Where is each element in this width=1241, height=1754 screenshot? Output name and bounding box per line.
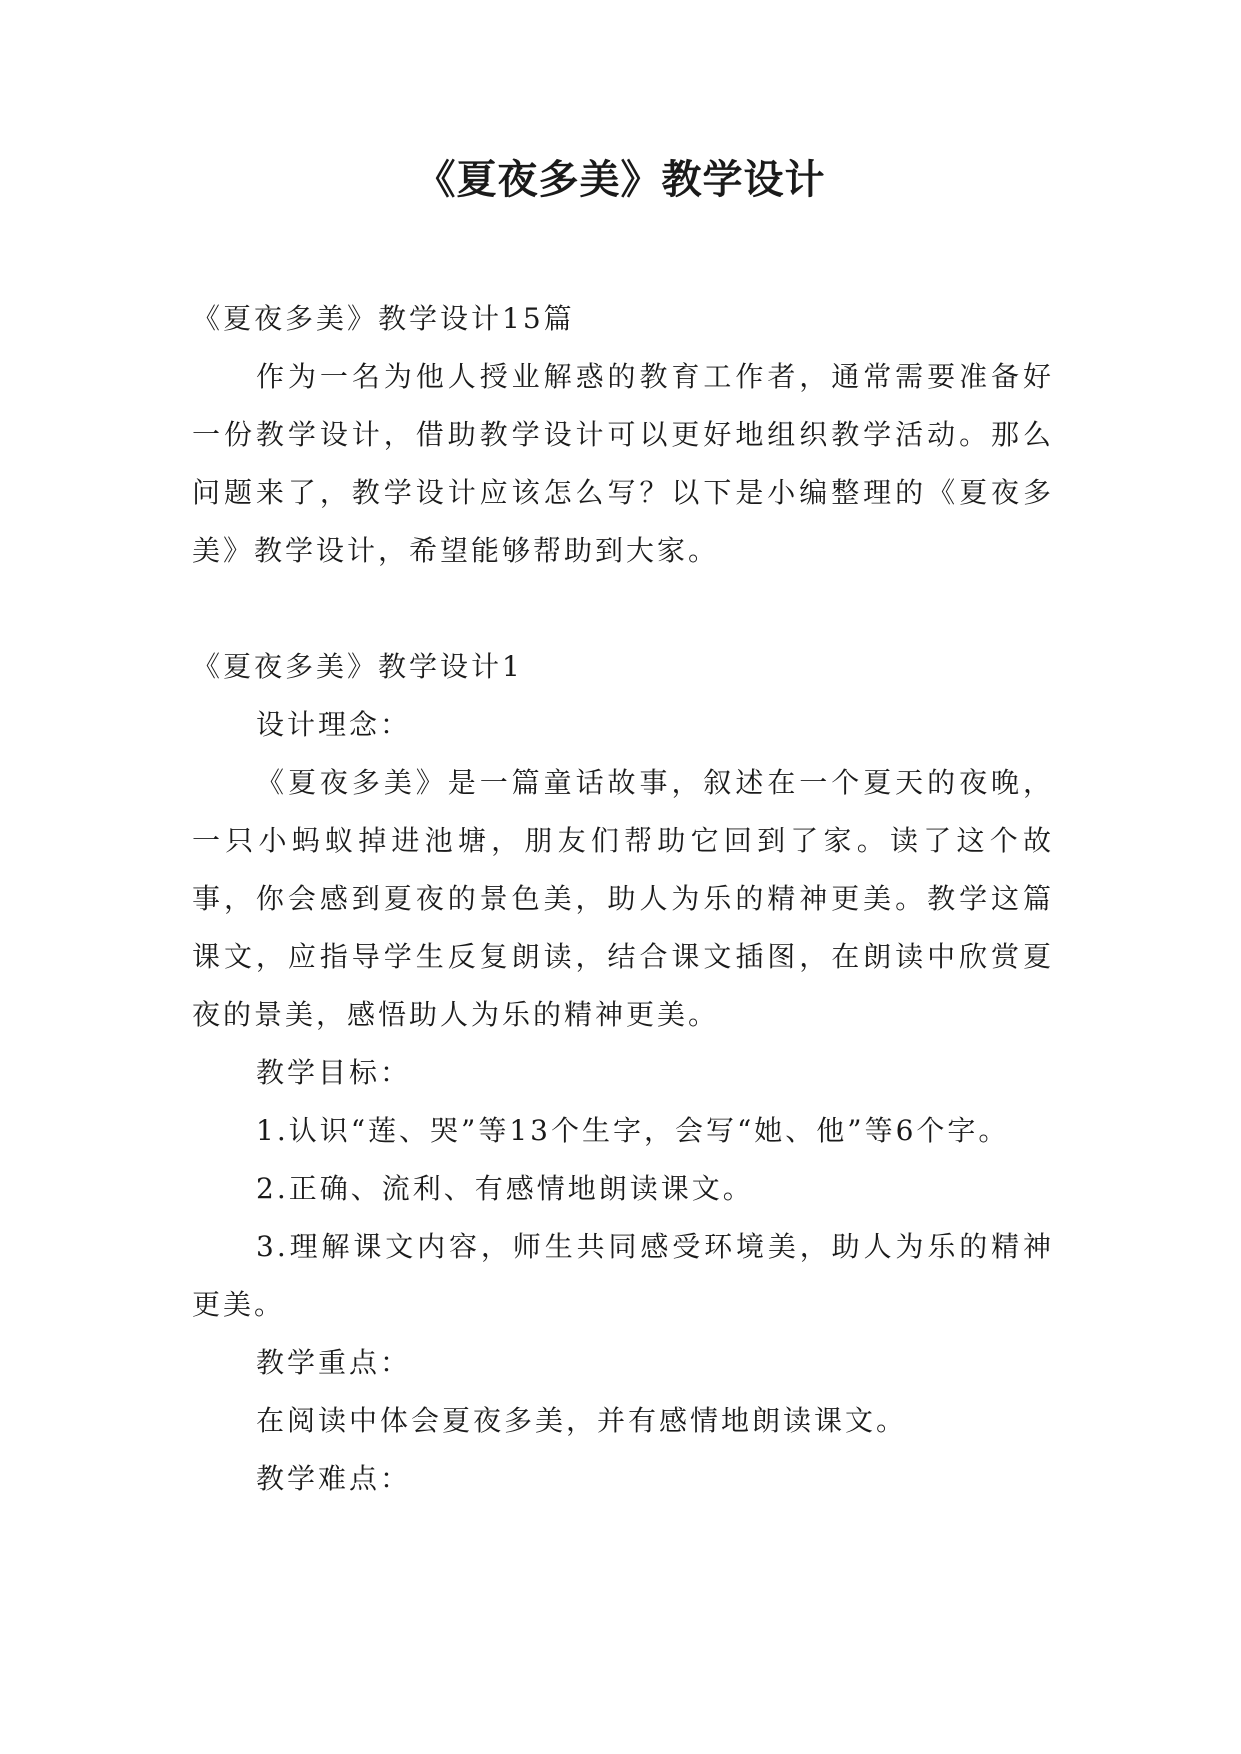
teaching-difficulty-label: 教学难点： bbox=[256, 1462, 412, 1495]
subtitle-line: 《夏夜多美》教学设计15篇 bbox=[192, 302, 575, 335]
goal-item-2: 2.正确、流利、有感情地朗读课文。 bbox=[256, 1172, 754, 1205]
teaching-focus-label: 教学重点： bbox=[256, 1346, 412, 1379]
teaching-focus-paragraph: 在阅读中体会夏夜多美，并有感情地朗读课文。 bbox=[256, 1404, 908, 1437]
teaching-goals-label: 教学目标： bbox=[256, 1056, 412, 1089]
design-concept-paragraph: 《夏夜多美》是一篇童话故事，叙述在一个夏天的夜晚，一只小蚂蚁掉进池塘，朋友们帮助它回到了家。读了这个故事，你会感到夏夜的景色美，助人为乐的精神更美。教学这篇课文，应指导学生反复朗读，结合课文插图，在朗读中欣赏夏夜的景美，感悟助人为乐的精神更美。 bbox=[192, 766, 1054, 1031]
section-heading: 《夏夜多美》教学设计1 bbox=[192, 650, 523, 683]
document-body bbox=[192, 290, 1054, 1508]
paragraph-spacer bbox=[192, 580, 1054, 638]
document-title: 《夏夜多美》教学设计 bbox=[415, 157, 826, 203]
goal-item-3: 3.理解课文内容，师生共同感受环境美，助人为乐的精神更美。 bbox=[192, 1230, 1054, 1321]
goal-item-1: 1.认识“莲、哭”等13个生字，会写“她、他”等6个字。 bbox=[256, 1114, 1010, 1147]
intro-paragraph: 作为一名为他人授业解惑的教育工作者，通常需要准备好一份教学设计，借助教学设计可以更好地组织教学活动。那么问题来了，教学设计应该怎么写？以下是小编整理的《夏夜多美》教学设计，希望能够帮助到大家。 bbox=[192, 360, 1054, 567]
design-concept-label: 设计理念： bbox=[256, 708, 412, 741]
